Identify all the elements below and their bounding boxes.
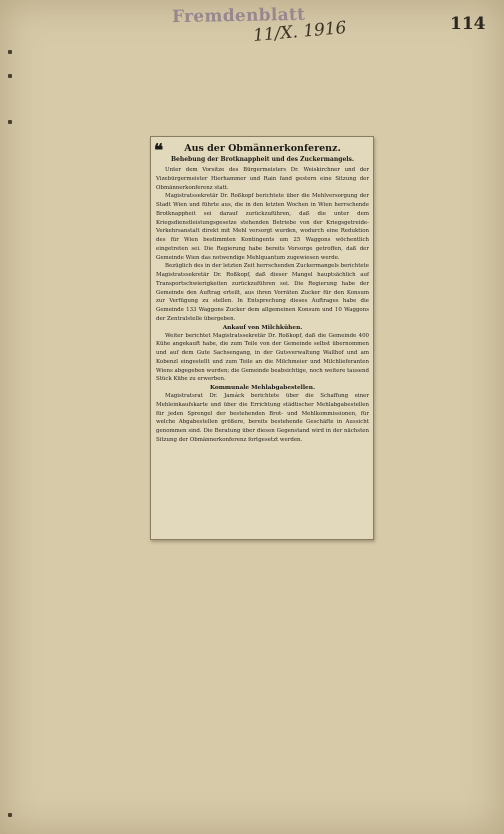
section-heading-flour: Kommunale Mehlabgabestellen. [210,385,315,391]
newspaper-stamp: Fremdenblatt [171,4,306,28]
article-paragraph: Unter dem Vorsitze des Bürgermeisters Dr. Weiskirchner und der Vizebürgermeister Hierhammer und Rain fand gestern eine Sitzung der Obmännerkonferenz statt. [156,167,369,191]
article-paragraph: Magistratsrat Dr. Jamáck berichtete über die Schaffung einer Mehleinkaufskarte und über die Errichtung städtischer Mehlabgabestellen für jeden Sprengel der bestehenden Brot- und Mehlkommissionen, für welche Abgabestellen größere, bereits bestehende Geschäfte in Aussicht genommen sind. Die Beratung über diesen Gegenstand wird in der nächsten Sitzung der Obmännerkonferenz fortgesetzt werden. [156,393,369,443]
binding-hole-mark [8,120,12,124]
binding-hole-mark [8,50,12,54]
article-paragraph: Magistratssekretär Dr. Roßkopf berichtete über die Mehlversorgung der Stadt Wien und führte aus, die in den letzten Wochen in Wien herrschende Brotknappheit sei darauf zurückzuführen, daß die unter dem Kriegsdienstleistungsgesetze stehenden Betriebe von der Kriegsgetreide-Verkehrsanstalt direkt mit Mehl versorgt wurden, wodurch eine Reduktion des für Wien bestimmten Kontingents um 25 Waggons wöchentlich eingetreten sei. Die Regierung habe bereits Vorsorge getroffen, daß der Gemeinde Wien das notwendige Mehlquantum zugewiesen werde. [156,193,369,261]
section-heading-milk: Ankauf von Milchkühen. [222,324,303,331]
article-title: Aus der Obmännerkonferenz. [184,143,341,154]
article-subtitle: Behebung der Brotknappheit und des Zuckermangels. [170,156,355,163]
article-paragraph: Bezüglich des in der letzten Zeit herrschenden Zuckermangels berichtete Magistratssekretär Dr. Roßkopf, daß dieser Mangel hauptsächlich auf Transportschwierigkeiten zurückzuführen sei. Die Regierung habe der Gemeinde den Auftrag erteilt, aus ihren Vorräten Zucker für den Konsum zur Verfügung zu stellen. In Entsprechung dieses Auftrages habe die Gemeinde 133 Waggons Zucker dem allgemeinen Konsum und 10 Waggons der Zentralstelle übergeben. [156,263,369,322]
binding-hole-mark [8,813,12,817]
newspaper-clipping [150,136,374,540]
handwritten-date: 11/X. 1916 [252,17,348,47]
page-number: 114 [450,14,486,34]
binding-hole-mark [8,74,12,78]
quote-mark-icon: ❝ [154,141,164,161]
article-paragraph: Weiter berichtet Magistratssekretär Dr. Roßkopf, daß die Gemeinde 400 Kühe angekauft habe, die zum Teile von der Gemeinde selbst übernommen und auf dem Gute Sachsengang, in der Gutsverwaltung Wallhof und am Kobenzl eingestellt und zum Teile an die Milchmeier und Milchlieferanten Wiens abgegeben wurden; die Gemeinde beabsichtige, noch weitere tausend Stück Kühe zu erwerben. [156,332,369,383]
